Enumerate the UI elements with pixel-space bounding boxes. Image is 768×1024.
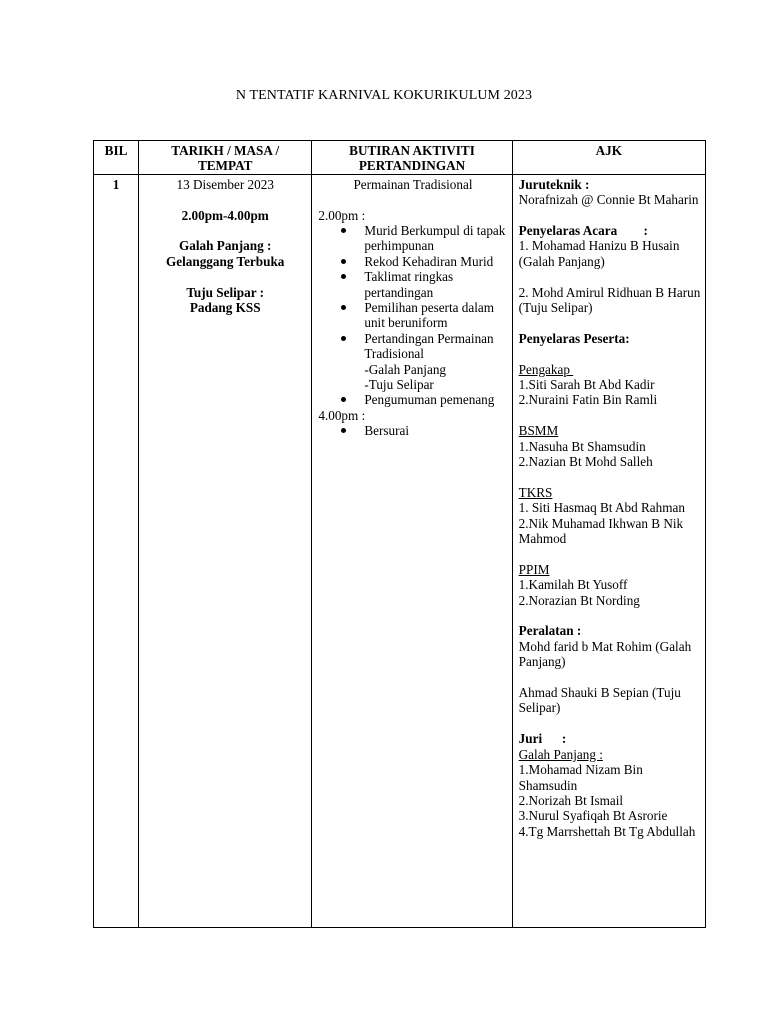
ajk-cell xyxy=(512,174,705,927)
header-butiran: BUTIRAN AKTIVITI PERTANDINGAN xyxy=(312,141,512,175)
schedule-table xyxy=(93,140,706,928)
sub-item-tuju: -Tuju Selipar xyxy=(364,377,434,393)
list-item: Rekod Kehadiran Murid xyxy=(364,254,507,269)
group-member: 1.Kamilah Bt Yusoff xyxy=(518,577,628,593)
tarikh-cell xyxy=(139,174,312,927)
juruteknik-name: Norafnizah @ Connie Bt Maharin xyxy=(518,192,699,208)
juri-label: Juri : xyxy=(518,731,567,747)
sub-item-galah: -Galah Panjang xyxy=(364,361,447,377)
table-row xyxy=(94,174,706,927)
list-item: Murid Berkumpul di tapak perhimpunan xyxy=(364,223,507,254)
time-start: 2.00pm : xyxy=(318,207,366,223)
bil-cell: 1 xyxy=(94,174,139,927)
header-bil: BIL xyxy=(94,141,139,175)
galah-label: Galah Panjang : xyxy=(179,238,272,254)
group-name: PPIM xyxy=(518,561,550,577)
header-row xyxy=(94,141,706,175)
juri-member: 1.Mohamad Nizam Bin Shamsudin xyxy=(518,762,643,793)
juri-member: 2.Norizah Bt Ismail xyxy=(518,792,624,808)
penyelaras-acara-label: Penyelaras Acara : xyxy=(518,223,648,239)
penyelaras-peserta-label: Penyelaras Peserta: xyxy=(518,330,630,346)
activity-list-2 xyxy=(318,423,507,438)
butiran-cell xyxy=(312,174,512,927)
event-time: 2.00pm-4.00pm xyxy=(181,207,269,223)
list-item: Bersurai xyxy=(364,423,507,438)
group-member: 2.Norazian Bt Nording xyxy=(518,592,640,608)
header-tarikh: TARIKH / MASA / TEMPAT xyxy=(139,141,312,175)
list-item: Pemilihan peserta dalam unit beruniform xyxy=(364,300,507,331)
juri-member: 4.Tg Marrshettah Bt Tg Abdullah xyxy=(518,823,696,839)
group-name: TKRS xyxy=(518,484,553,500)
group-name: Pengakap xyxy=(518,361,574,377)
juri-sub-label: Galah Panjang : xyxy=(518,746,603,762)
group-member: 2.Nazian Bt Mohd Salleh xyxy=(518,454,653,470)
activity-list-1 xyxy=(318,223,507,362)
document-title: N TENTATIF KARNIVAL KOKURIKULUM 2023 xyxy=(235,88,533,103)
tuju-venue: Padang KSS xyxy=(189,300,261,316)
group-member: 1. Siti Hasmaq Bt Abd Rahman xyxy=(518,500,685,516)
acara-member: 1. Mohamad Hanizu B Husain (Galah Panjang) xyxy=(518,238,680,269)
group-name: BSMM xyxy=(518,423,559,439)
galah-venue: Gelanggang Terbuka xyxy=(166,253,285,269)
group-member: 1.Nasuha Bt Shamsudin xyxy=(518,438,646,454)
group-member: 1.Siti Sarah Bt Abd Kadir xyxy=(518,377,655,393)
activity-list-1b xyxy=(318,392,507,407)
list-item: Pengumuman pemenang xyxy=(364,392,507,407)
list-item: Pertandingan Permainan Tradisional xyxy=(364,331,507,362)
juri-member: 3.Nurul Syafiqah Bt Asrorie xyxy=(518,808,668,824)
peralatan-member: Mohd farid b Mat Rohim (Galah Panjang) xyxy=(518,638,692,670)
juruteknik-label: Juruteknik : xyxy=(518,176,590,192)
header-ajk: AJK xyxy=(512,141,705,175)
group-member: 2.Nik Muhamad Ikhwan B Nik Mahmod xyxy=(518,515,684,547)
activity-heading: Permainan Tradisional xyxy=(353,176,473,192)
time-end: 4.00pm : xyxy=(318,407,366,423)
list-item: Taklimat ringkas pertandingan xyxy=(364,269,507,300)
group-member: 2.Nuraini Fatin Bin Ramli xyxy=(518,392,658,408)
tuju-label: Tuju Selipar : xyxy=(186,284,265,300)
peralatan-label: Peralatan : xyxy=(518,623,582,639)
peralatan-member: Ahmad Shauki B Sepian (Tuju Selipar) xyxy=(518,685,681,716)
event-date: 13 Disember 2023 xyxy=(176,176,274,192)
acara-member: 2. Mohd Amirul Ridhuan B Harun (Tuju Selipar) xyxy=(518,284,701,316)
